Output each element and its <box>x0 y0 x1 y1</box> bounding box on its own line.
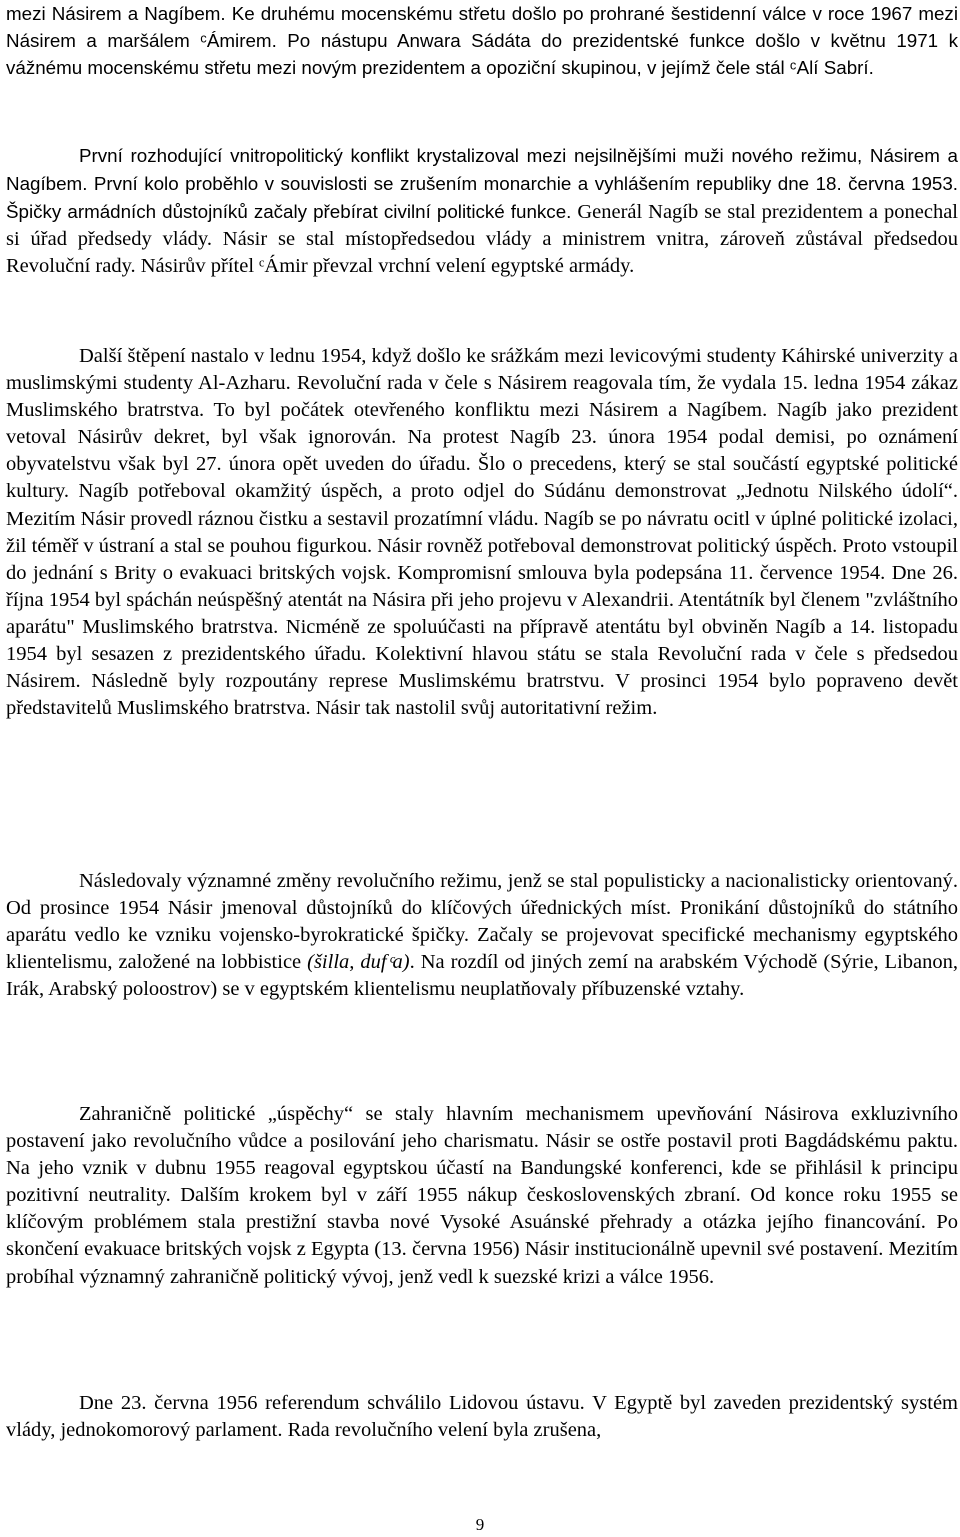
paragraph-3: Další štěpení nastalo v lednu 1954, když došlo ke srážkám mezi levicovými studenty Káhirské univerzity a muslimskými studenty Al-Azharu. Revoluční rada v čele s Násirem reagovala tím, že vydala 15. ledna 1954 zákaz Muslimského bratrstva. To byl počátek otevřeného konfliktu mezi Násirem a Nagíbem. Nagíb jako prezident vetoval Násirův dekret, byl však ignorován. Na protest Nagíb 23. února 1954 podal demisi, po oznámení obyvatelstvu však byl 27. února opět uveden do úřadu. Šlo o precedens, který se stal součástí egyptské politické kultury. Nagíb potřeboval okamžitý úspěch, a proto odjel do Súdánu demonstrovat „Jednotu Nilského údolí“. Mezitím Násir provedl ráznou čistku a sestavil prozatímní vládu. Nagíb se po návratu ocitl v úplné politické izolaci, žil téměř v ústraní a stal se pouhou figurkou. Násir rovněž potřeboval demonstrovat politický úspěch. Proto vstoupil do jednání s Brity o evakuaci britských vojsk. Kompromisní smlouva byla podepsána 11. července 1954. Dne 26. října 1954 byl spáchán neúspěšný atentát na Násira při jeho projevu v Alexandrii. Atentátník byl členem "zvláštního aparátu" Muslimského bratrstva. Nicméně ze spoluúčasti na přípravě atentátu byl obviněn Nagíb a 14. listopadu 1954 byl sesazen z prezidentského úřadu. Kolektivní hlavou státu se stala Revoluční rada v čele s předsedou Násirem. Následně byly rozpoutány represe Muslimskému bratrstvu. V prosinci 1954 bylo popraveno devět představitelů Muslimského bratrstva. Násir tak nastolil svůj autoritativní režim. <box>6 345 958 720</box>
paragraph-4-segment-b: . Na rozdíl od jiných zemí na arabském Východě (Sýrie, Libanon, Irák, Arabský poloostrov) se v egyptském klientelismu neuplatňovaly příbuzenské vztahy. <box>6 951 958 1001</box>
paragraph-2-segment-c: Generál Nagíb se stal prezidentem a ponechal si úřad předsedy vlády. Násir se stal místopředsedou vlády a ministrem vnitra, zároveň zůstával předsedou Revoluční rady. Násirův přítel ᶜÁmir převzal vrchní velení egyptské armády. <box>6 201 958 278</box>
paragraph-4 <box>6 868 958 1003</box>
paragraph-2-segment-b: První kolo proběhlo v souvislosti se zrušením monarchie a vyhlášením republiky dne 18. června 1953. Špičky armádních důstojníků začaly přebírat civilní politické funkce. <box>6 173 958 223</box>
page-number: 9 <box>475 1515 485 1534</box>
paragraph-4-italic-term: (šilla, duf ͨa) <box>307 951 410 974</box>
paragraph-4-segment-a: Následovaly významné změny revolučního režimu, jenž se stal populisticky a nacionalisticky orientovaný. Od prosince 1954 Násir jmenoval důstojníků do klíčových úřednických míst. Pronikání důstojníků do státního aparátu vedlo ke vzniku vojensko-byrokratické špičky. Začaly se projevovat specifické mechanismy egyptského klientelismu, založené na lobbistice <box>6 870 958 974</box>
paragraph-2 <box>6 142 958 280</box>
paragraph-2-segment-a: První rozhodující vnitropolitický konflikt krystalizoval mezi nejsilnějšími muži nového režimu, Násirem a Nagíbem. <box>6 145 958 195</box>
paragraph-1: mezi Násirem a Nagíbem. Ke druhému mocenskému střetu došlo po prohrané šestidenní válce v roce 1967 mezi Násirem a maršálem ᶜÁmirem. Po nástupu Anwara Sádáta do prezidentské funkce došlo v květnu 1971 k vážnému mocenskému střetu mezi novým prezidentem a opoziční skupinou, v jejímž čele stál ᶜAlí Sabrí. <box>6 3 958 79</box>
paragraph-5: Zahraničně politické „úspěchy“ se staly hlavním mechanismem upevňování Násirova exkluzivního postavení jako revolučního vůdce a posilování jeho charismatu. Násir se ostře postavil proti Bagdádskému paktu. Na jeho vznik v dubnu 1955 reagoval egyptskou účastí na Bandungské konferenci, kde se přihlásil k principu pozitivní neutrality. Dalším krokem byl v září 1955 nákup československých zbraní. Od konce roku 1955 se klíčovým problémem stala prestižní stavba nové Vysoké Asuánské přehrady a otázka jejího financování. Po skončení evakuace britských vojsk z Egypta (13. června 1956) Násir institucionálně upevnil své postavení. Mezitím probíhal významný zahraničně politický vývoj, jenž vedl k suezské krizi a válce 1956. <box>6 1103 958 1288</box>
paragraph-6: Dne 23. června 1956 referendum schválilo Lidovou ústavu. V Egyptě byl zaveden prezidentský systém vlády, jednokomorový parlament. Rada revolučního velení byla zrušena, <box>6 1392 958 1442</box>
